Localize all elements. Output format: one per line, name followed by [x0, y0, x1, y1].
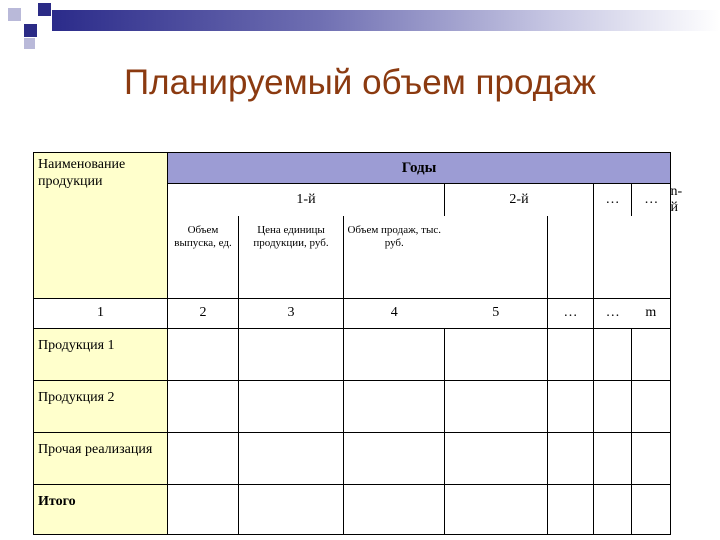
year-2-label: 2-й [445, 184, 594, 217]
decor-square [23, 8, 36, 21]
table-cell [168, 484, 239, 534]
table-cell [632, 484, 671, 534]
table-cell [239, 432, 344, 484]
decor-square [38, 3, 51, 16]
column-numbers-row [34, 298, 671, 328]
decor-square [8, 8, 21, 21]
table-cell [445, 432, 548, 484]
column-number: 4 [344, 298, 445, 328]
table-cell [344, 380, 445, 432]
decor-square [24, 24, 37, 37]
header-gradient-bar [52, 10, 720, 31]
table-cell [632, 432, 671, 484]
table-row [34, 380, 671, 432]
years-header: Годы [168, 153, 671, 184]
column-number: m [632, 298, 671, 328]
table-cell [594, 328, 632, 380]
year-1-label: 1-й [168, 184, 445, 217]
table-cell [239, 484, 344, 534]
subheader-output-volume: Объем выпуска, ед. [168, 216, 239, 298]
column-number: 5 [445, 298, 548, 328]
year-ellipsis-label: … [594, 184, 632, 217]
table-cell [168, 328, 239, 380]
row-label: Продукция 1 [34, 328, 168, 380]
decor-square [24, 38, 35, 49]
table-cell [594, 484, 632, 534]
header-row-year-labels: 1-й 2-й … … n-й [34, 184, 671, 217]
table-row [34, 432, 671, 484]
column-number: 3 [239, 298, 344, 328]
column-number: 1 [34, 298, 168, 328]
table-row [34, 328, 671, 380]
row-label-total: Итого [34, 484, 168, 534]
row-label: Продукция 2 [34, 380, 168, 432]
table-cell [548, 484, 594, 534]
table-cell [445, 380, 548, 432]
table-cell [168, 432, 239, 484]
table-cell [548, 432, 594, 484]
column-number: 2 [168, 298, 239, 328]
table-cell [344, 484, 445, 534]
table-cell [445, 484, 548, 534]
table-cell [445, 328, 548, 380]
column-number: … [594, 298, 632, 328]
table-row-total [34, 484, 671, 534]
column-number: … [548, 298, 594, 328]
subheader-empty [632, 216, 671, 298]
subheader-unit-price: Цена единицы продукции, руб. [239, 216, 344, 298]
table-cell [239, 328, 344, 380]
subheader-sales-volume: Объем продаж, тыс. руб. [344, 216, 445, 298]
subheader-empty [594, 216, 632, 298]
year-ellipsis-label: … [632, 184, 671, 217]
table-cell [168, 380, 239, 432]
table-cell [239, 380, 344, 432]
row-label: Прочая реализация [34, 432, 168, 484]
table-cell [344, 328, 445, 380]
table-cell [548, 328, 594, 380]
slide-title: Планируемый объем продаж [124, 63, 596, 102]
name-column-header: Наименование продукции [34, 153, 168, 299]
sales-plan-table [33, 152, 683, 535]
table-cell [344, 432, 445, 484]
subheader-empty [548, 216, 594, 298]
header-row-years [34, 153, 671, 184]
table-cell [594, 432, 632, 484]
table-cell [632, 328, 671, 380]
table-cell [548, 380, 594, 432]
table-cell [632, 380, 671, 432]
table-cell [594, 380, 632, 432]
subheader-empty [445, 216, 548, 298]
decor-square [8, 24, 21, 37]
